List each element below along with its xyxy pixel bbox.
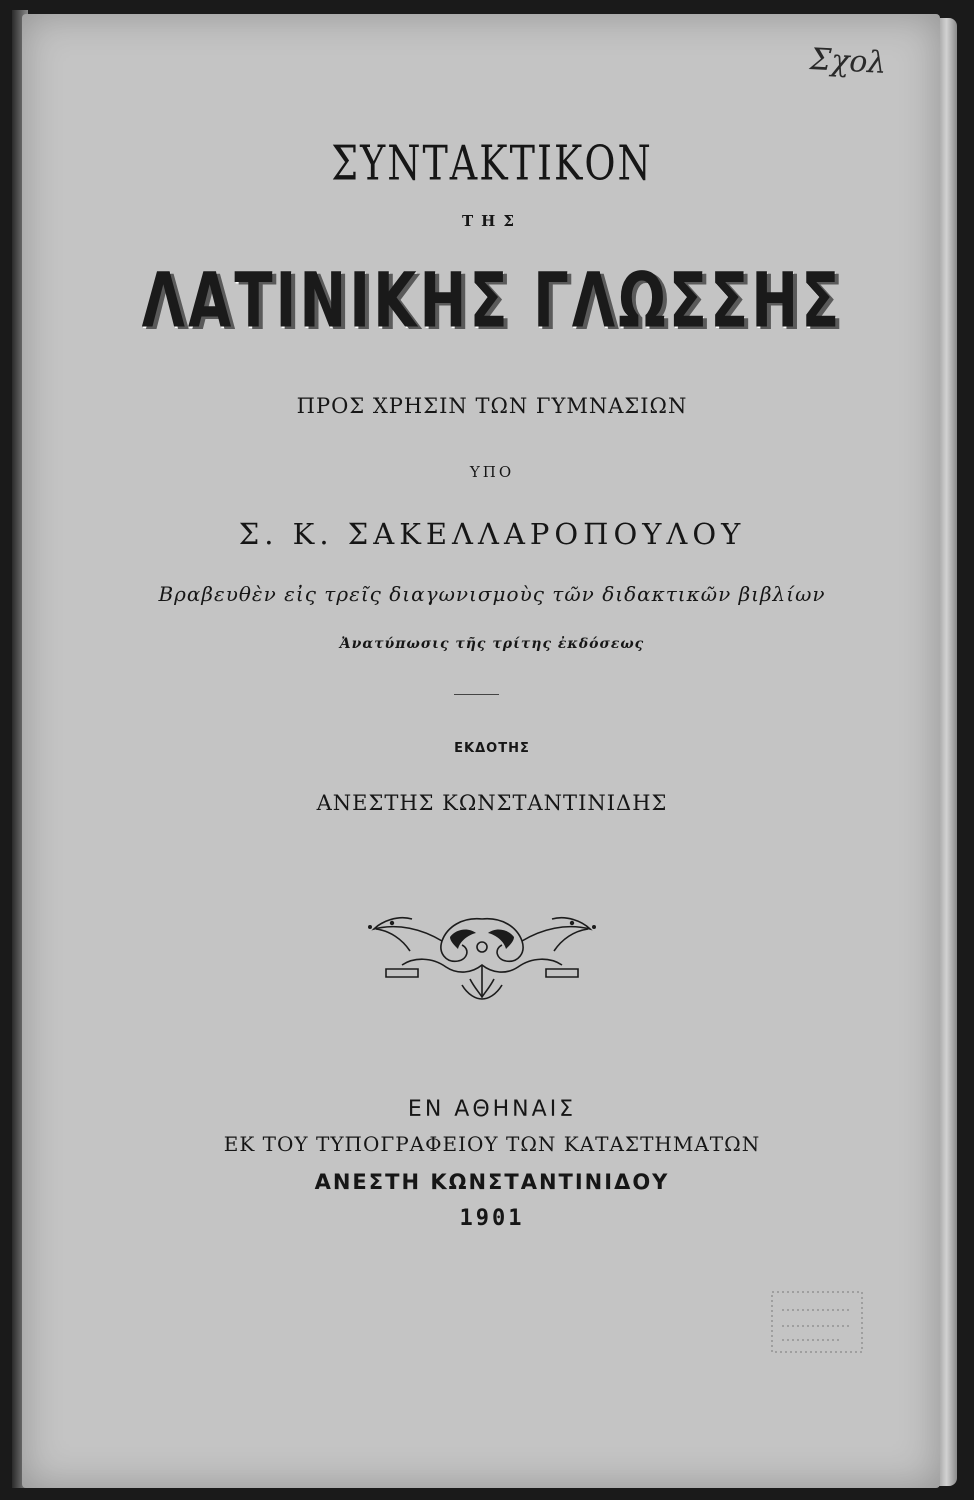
by-label: ΥΠΟ <box>469 463 515 481</box>
book-subject: ΛΑΤΙΝΙΚΗΣ ΓΛΩΣΣΗΣ <box>141 257 843 346</box>
edition-note: Ἀνατύπωσις τῆς τρίτης ἐκδόσεως <box>339 636 645 652</box>
book-title: ΣΥΝΤΑΚΤΙΚΟΝ <box>331 135 653 191</box>
publisher-name: ΑΝΕΣΤΗΣ ΚΩΝΣΤΑΝΤΙΝΙΔΗΣ <box>316 791 668 815</box>
award-note: Βραβευθὲν εἰς τρεῖς διαγωνισμοὺς τῶν διδακτικῶν βιβλίων <box>158 582 826 606</box>
author-name: Σ. Κ. ΣΑΚΕΛΛΑΡΟΠΟΥΛΟΥ <box>238 517 746 551</box>
printer-line: ΕΚ ΤΟΥ ΤΥΠΟΓΡΑΦΕΙΟΥ ΤΩΝ ΚΑΤΑΣΤΗΜΑΤΩΝ <box>223 1132 761 1156</box>
cover-page <box>22 14 940 1488</box>
publication-year: 1901 <box>459 1206 525 1231</box>
faded-stamp <box>762 1282 872 1362</box>
book-purpose: ΠΡΟΣ ΧΡΗΣΙΝ ΤΩΝ ΓΥΜΝΑΣΙΩΝ <box>296 394 688 418</box>
decorative-ornament <box>362 907 602 1002</box>
title-connector: ΤΗΣ <box>462 212 522 230</box>
divider <box>454 694 499 695</box>
publication-place: ΕΝ ΑΘΗΝΑΙΣ <box>407 1097 577 1122</box>
printer-name: ΑΝΕΣΤΗ ΚΩΝΣΤΑΝΤΙΝΙΔΟΥ <box>314 1170 670 1194</box>
handwritten-note: Σχολ <box>809 42 888 81</box>
publisher-label: ΕΚΔΟΤΗΣ <box>454 741 530 756</box>
